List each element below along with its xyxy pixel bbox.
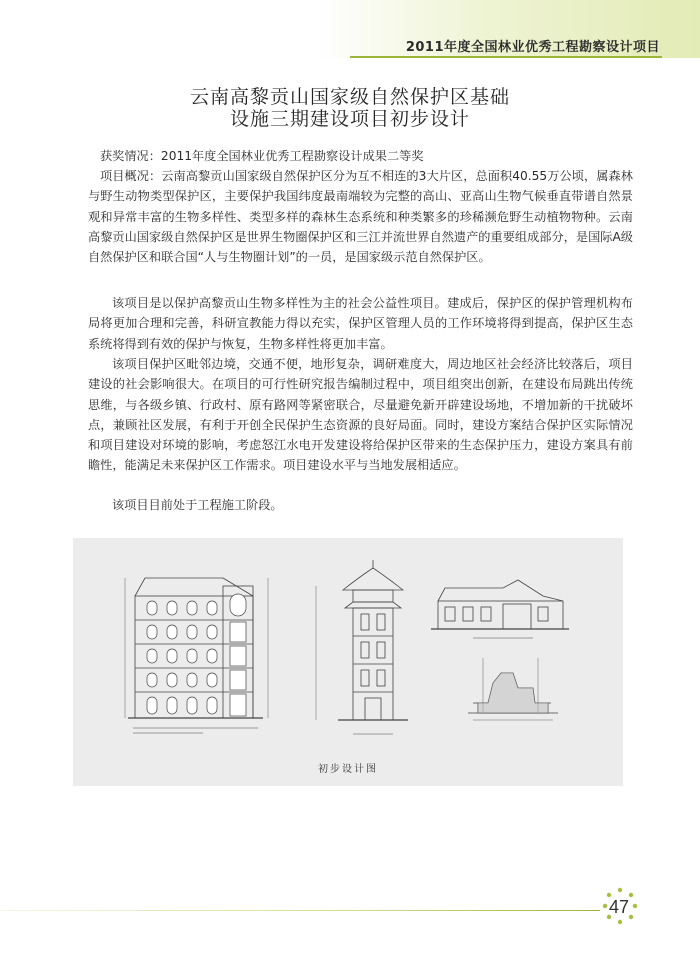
tower-elevation-drawing [316,560,408,734]
footer-rule [0,910,600,911]
design-drawings-figure [73,538,623,786]
paragraph-status: 该项目目前处于工程施工阶段。 [112,498,283,512]
single-storey-elevation-drawing [431,580,569,638]
page-number: 47 [609,897,630,917]
running-header-title: 2011年度全国林业优秀工程勘察设计项目 [405,40,660,55]
award-line: 获奖情况：2011年度全国林业优秀工程勘察设计成果二等奖 [100,149,424,163]
header-rule [350,56,662,58]
figure-caption: 初步设计图 [318,764,378,775]
article-title-line1: 云南高黎贡山国家级自然保护区基础 [189,86,510,108]
design-drawings-image [73,538,623,786]
article-title-line2: 设施三期建设项目初步设计 [229,108,470,130]
paragraph-purpose: 该项目是以保护高黎贡山生物多样性为主的社会公益性项目。建成后，保护区的保护管理机构布局将更加合理和完善，科研宣教能力得以充实，保护区管理人员的工作环境将得到提高，保护区生态系统将得到有效的保护与恢复，生物多样性将更加丰富。 [88,296,633,351]
paragraph-context: 该项目保护区毗邻边境，交通不便，地形复杂，调研难度大，周边地区社会经济比较落后，项目建设的社会影响很大。在项目的可行性研究报告编制过程中，项目组突出创新，在建设布局跳出传统思维，与各级乡镇、行政村、原有路网等紧密联合，尽量避免新开辟建设场地，不增加新的干扰破坏点，兼顾社区发展，有利于开创全民保护生态资源的良好局面。同时，建设方案结合保护区实际情况和项目建设对环境的影响，考虑怒江水电开发建设将给保护区带来的生态保护压力，建设方案具有前瞻性，能满足未来保护区工作需求。项目建设水平与当地发展相适应。 [88,357,633,473]
paragraph-overview: 项目概况：云南高黎贡山国家级自然保护区分为互不相连的3大片区，总面积40.55万公顷，属森林与野生动物类型保护区，主要保护我国纬度最南端较为完整的高山、亚高山生物气候垂直带谱自然景观和异常丰富的生物多样性、类型多样的森林生态系统和种类繁多的珍稀濒危野生动植物物种。云南高黎贡山国家级自然保护区是世界生物圈保护区和三江并流世界自然遗产的重要组成部分，是国际A级自然保护区和联合国“人与生物圈计划”的一员，是国家级示范自然保护区。 [88,169,633,265]
